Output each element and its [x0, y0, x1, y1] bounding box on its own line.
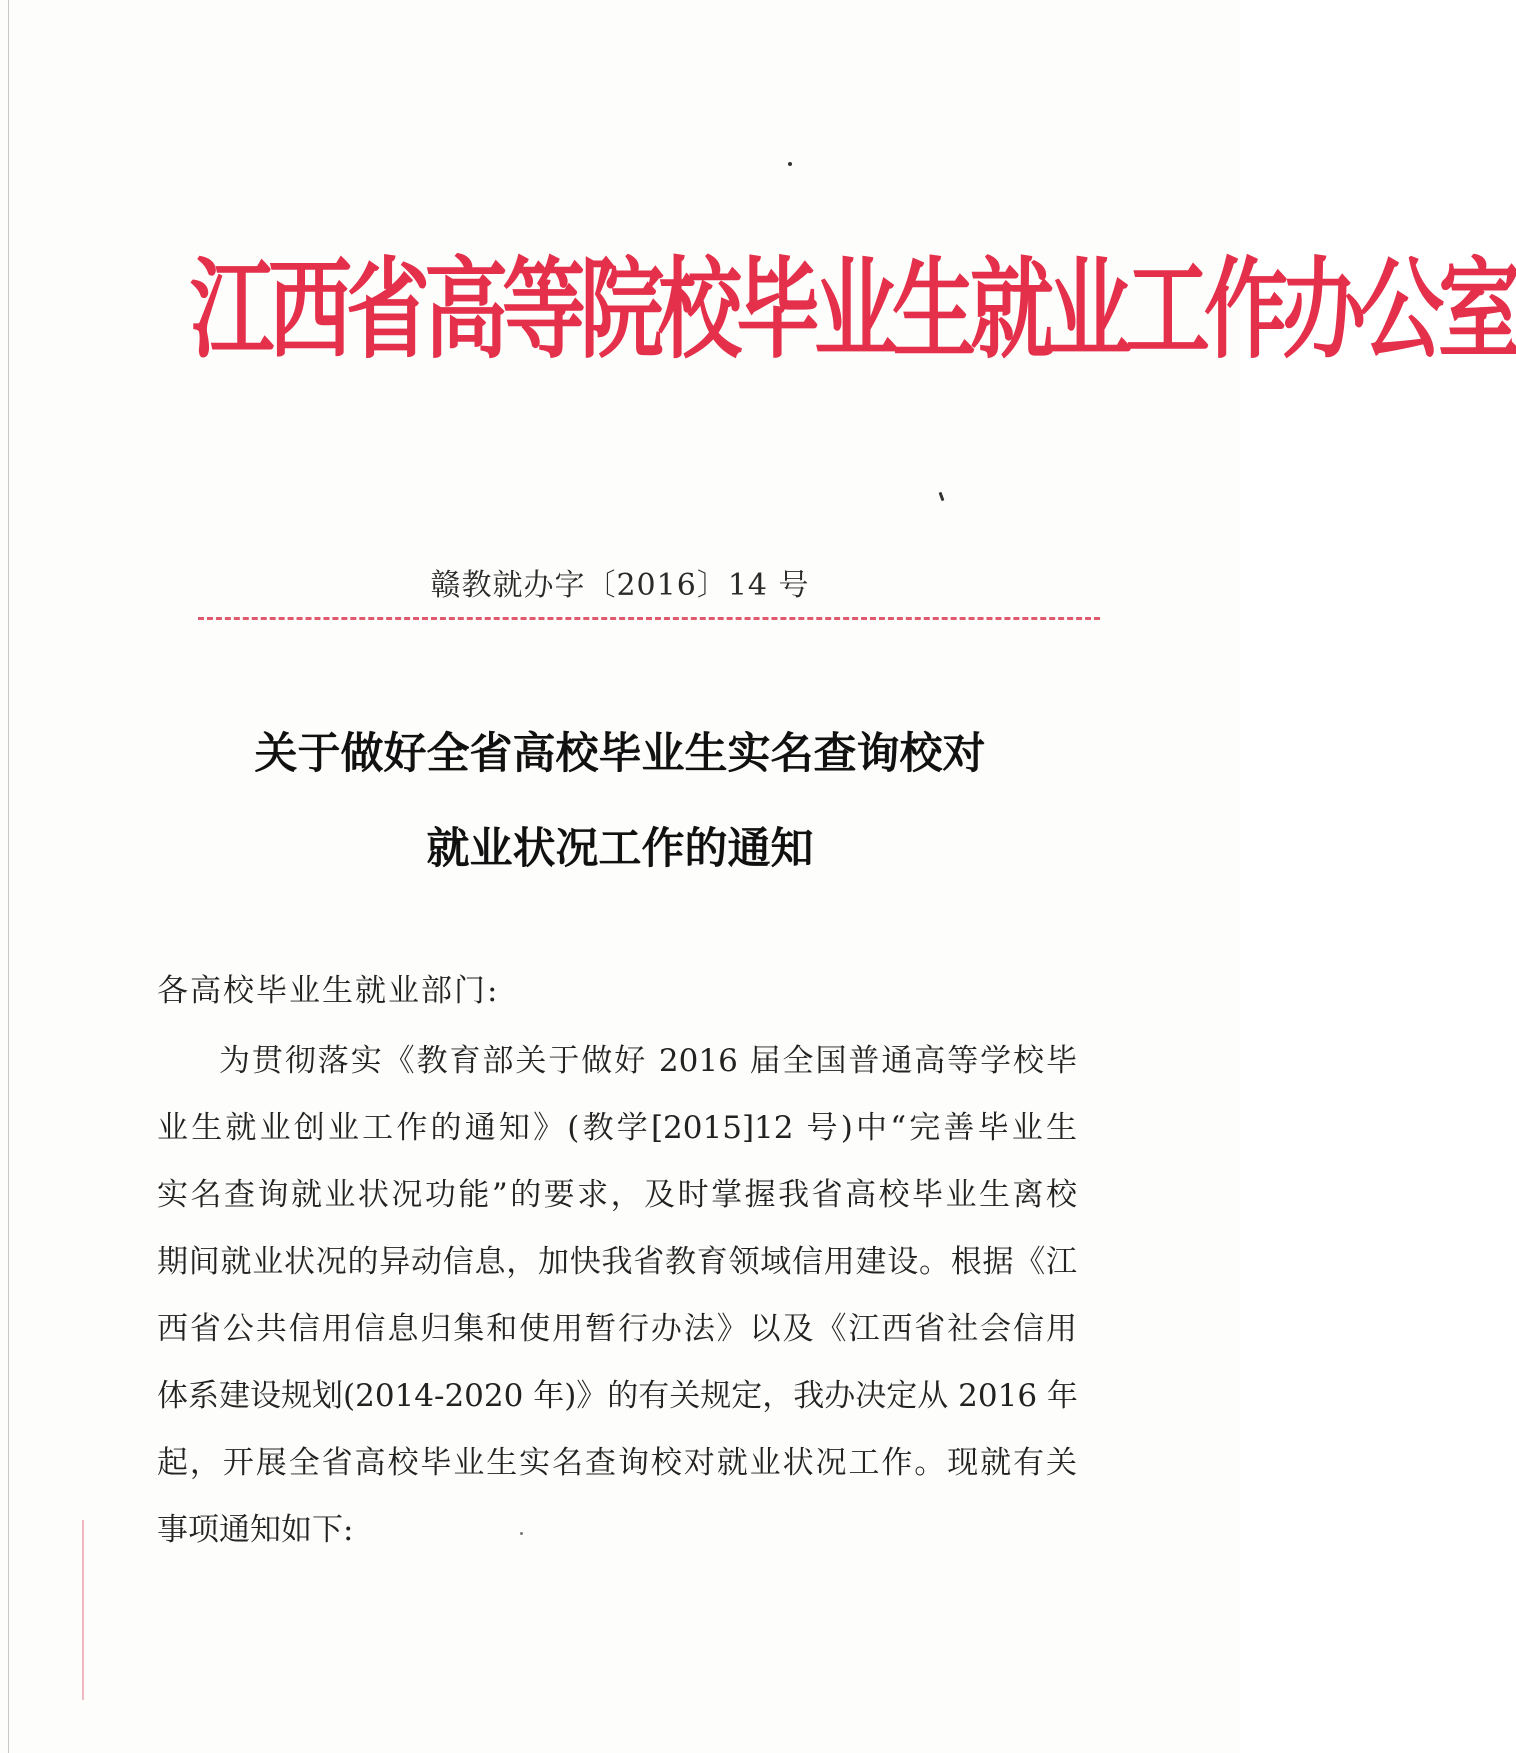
- scan-speck: [939, 492, 945, 501]
- scan-edge-line: [8, 0, 9, 1753]
- letterhead-office-name: 江西省高等院校毕业生就业工作办公室: [190, 245, 1516, 374]
- body-line: 体系建设规划(2014-2020 年)》的有关规定，我办决定从 2016 年: [157, 1378, 1078, 1414]
- body-line: 实名查询就业状况功能”的要求，及时掌握我省高校毕业生离校: [157, 1177, 1077, 1213]
- document-number: 赣教就办字〔2016〕14 号: [430, 568, 810, 603]
- salutation: 各高校毕业生就业部门:: [157, 973, 500, 1009]
- body-line: 西省公共信用信息归集和使用暂行办法》以及《江西省社会信用: [157, 1311, 1077, 1347]
- body-line: 事项通知如下:: [157, 1512, 354, 1548]
- scan-speck: [788, 162, 792, 166]
- body-line: 为贯彻落实《教育部关于做好 2016 届全国普通高等学校毕: [219, 1043, 1077, 1079]
- letterhead-red-rule: [198, 617, 1100, 620]
- body-line: 业生就业创业工作的通知》(教学[2015]12 号)中“完善毕业生: [157, 1110, 1077, 1146]
- scan-edge-mark: [82, 1520, 84, 1700]
- document-title-line-2: 就业状况工作的通知: [426, 824, 814, 874]
- document-title-line-1: 关于做好全省高校毕业生实名查询校对: [254, 729, 986, 779]
- body-line: 起，开展全省高校毕业生实名查询校对就业状况工作。现就有关: [157, 1445, 1077, 1481]
- body-line: 期间就业状况的异动信息，加快我省教育领域信用建设。根据《江: [157, 1244, 1077, 1280]
